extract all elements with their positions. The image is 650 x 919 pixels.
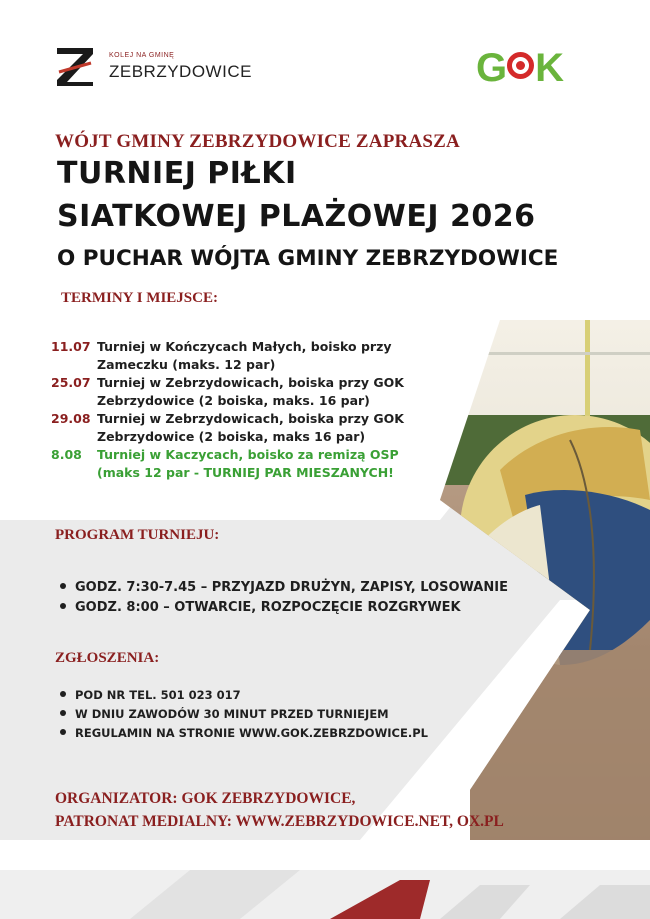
program-item-text: GODZ. 8:00 – OTWARCIE, ROZPOCZĘCIE ROZGRYWEK: [75, 600, 461, 615]
term-date: 25.07: [51, 375, 91, 390]
bullet-icon: [60, 603, 66, 609]
term-description: Turniej w Zebrzydowicach, boiska przy GOK Zebrzydowice (2 boiska, maks. 16 par): [97, 375, 404, 408]
bullet-icon: [60, 729, 66, 735]
program-item-text: GODZ. 7:30-7.45 – PRZYJAZD DRUŻYN, ZAPISY, LOSOWANIE: [75, 580, 508, 595]
kolej-na-gmine-logo: [55, 46, 295, 88]
organizer-line: ORGANIZATOR: GOK ZEBRZYDOWICE,: [55, 790, 356, 807]
registration-item-text: REGULAMIN NA STRONIE WWW.GOK.ZEBRZDOWICE.PL: [75, 726, 428, 740]
registration-heading: ZGŁOSZENIA:: [55, 650, 160, 666]
invitation-line: WÓJT GMINY ZEBRZYDOWICE ZAPRASZA: [55, 131, 460, 152]
terms-list: [51, 338, 411, 482]
z-logo-icon: [55, 46, 95, 88]
program-list: [60, 578, 508, 618]
logo-tagline: KOLEJ NA GMINĘ: [109, 52, 175, 59]
term-date: 11.07: [51, 339, 91, 354]
registration-item: [60, 686, 428, 705]
term-item: [51, 410, 411, 446]
registration-item-text: POD NR TEL. 501 023 017: [75, 688, 241, 702]
gok-letter-g: G: [476, 46, 507, 90]
program-item: [60, 598, 508, 618]
title-line-2: SIATKOWEJ PLAŻOWEJ 2026: [57, 199, 536, 234]
term-date: 8.08: [51, 447, 82, 462]
bullet-icon: [60, 710, 66, 716]
title-line-3: O PUCHAR WÓJTA GMINY ZEBRZYDOWICE: [57, 246, 559, 271]
term-description: Turniej w Kończycach Małych, boisko przy Zameczku (maks. 12 par): [97, 339, 392, 372]
term-description: Turniej w Zebrzydowicach, boiska przy GOK Zebrzydowice (2 boiska, maks 16 par): [97, 411, 404, 444]
target-icon: [507, 52, 534, 79]
logo-name: ZEBRZYDOWICE: [109, 62, 252, 81]
program-heading: PROGRAM TURNIEJU:: [55, 527, 220, 543]
bullet-icon: [60, 583, 66, 589]
registration-item: [60, 705, 428, 724]
registration-list: [60, 686, 428, 743]
terms-heading: TERMINY I MIEJSCE:: [61, 290, 218, 306]
gok-letter-k: K: [535, 46, 564, 90]
term-item-highlighted: [51, 446, 411, 482]
bullet-icon: [60, 691, 66, 697]
term-item: [51, 338, 411, 374]
gok-logo: [476, 48, 563, 88]
program-item: [60, 578, 508, 598]
term-description: Turniej w Kaczycach, boisko za remizą OSP (maks 12 par - TURNIEJ PAR MIESZANYCH!: [97, 447, 399, 480]
registration-item: [60, 724, 428, 743]
footer-credits: [55, 787, 504, 833]
title-line-1: TURNIEJ PIŁKI: [57, 156, 297, 191]
media-patron-line: PATRONAT MEDIALNY: WWW.ZEBRZYDOWICE.NET, OX.PL: [55, 813, 504, 830]
term-date: 29.08: [51, 411, 91, 426]
term-item: [51, 374, 411, 410]
registration-item-text: W DNIU ZAWODÓW 30 MINUT PRZED TURNIEJEM: [75, 707, 389, 721]
